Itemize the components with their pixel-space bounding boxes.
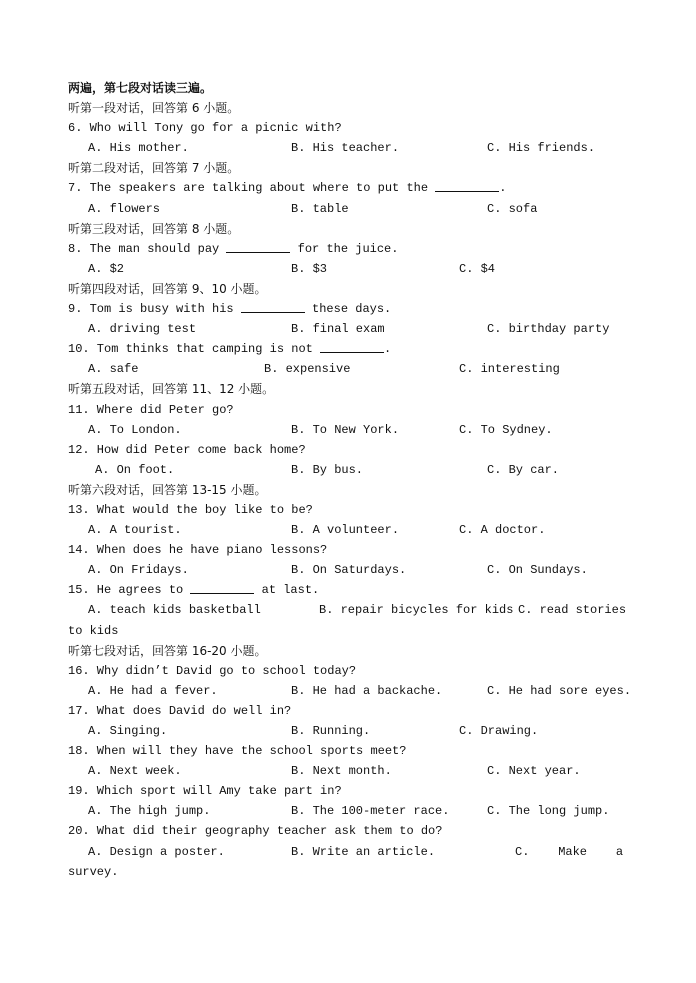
exam-page [68,78,638,882]
option-b: B. His teacher. [291,141,400,156]
option-b: B. Write an article. [291,844,436,859]
option-c: C. $4 [459,261,496,276]
option-a: A. The high jump. [88,804,211,819]
option-c: C. Drawing. [459,724,539,738]
option-a: A. Singing. [88,724,168,738]
question-options [68,319,638,339]
option-a: A. Design a poster. [88,844,225,859]
option-b: B. Running. [291,724,371,738]
answer-blank[interactable] [241,300,305,313]
question-stem: 19. Which sport will Amy take part in? [68,784,342,799]
section-heading: 听第二段对话，回答第 7 小题。 [68,161,240,176]
question-stem: 8. The man should pay for the juice. [68,241,399,256]
section-heading: 听第四段对话，回答第 9、10 小题。 [68,281,267,296]
option-a: A. A tourist. [88,523,182,538]
option-c: C. The long jump. [487,804,610,819]
section-heading: 听第七段对话，回答第 16-20 小题。 [68,643,267,658]
option-b: B. Next month. [291,764,392,779]
question-stem: 12. How did Peter come back home? [68,442,306,457]
section-heading: 听第六段对话，回答第 13-15 小题。 [68,482,267,497]
option-c: C. A doctor. [459,523,546,538]
answer-blank[interactable] [435,179,499,192]
option-b: B. A volunteer. [291,523,400,538]
section-heading: 听第三段对话，回答第 8 小题。 [68,221,240,236]
option-b: B. To New York. [291,422,400,437]
question-stem: 10. Tom thinks that camping is not . [68,342,392,357]
question-stem: 16. Why didn’t David go to school today? [68,663,357,678]
question-stem: 18. When will they have the school sports meet? [68,744,407,759]
question-options [68,560,638,580]
question-options [68,259,638,279]
option-c: C. To Sydney. [459,422,553,437]
option-a: A. His mother. [88,141,189,156]
option-continuation: to kids [68,623,119,638]
option-a: A. teach kids basketball [88,603,261,618]
question-stem: 9. Tom is busy with his these days. [68,302,392,317]
question-options [68,761,638,781]
option-c: C. birthday party [487,322,610,337]
question-options [68,520,638,540]
answer-blank[interactable] [320,340,384,353]
option-a: A. On foot. [95,462,175,477]
question-stem: 7. The speakers are talking about where to put the . [68,181,507,196]
option-b: B. table [291,201,349,216]
option-c: C. read stories [518,603,627,618]
option-continuation: survey. [68,864,119,879]
question-options [68,721,638,741]
section-heading: 听第五段对话，回答第 11、12 小题。 [68,382,275,397]
option-a: A. To London. [88,422,182,437]
option-a: A. driving test [88,322,197,337]
question-options [68,359,638,379]
question-stem: 11. Where did Peter go? [68,402,234,417]
option-a: A. Next week. [88,764,182,779]
option-b: B. The 100-meter race. [291,804,450,819]
intro-line: 两遍，第七段对话读三遍。 [68,81,213,95]
option-a: A. On Fridays. [88,563,189,578]
question-options [68,199,638,219]
option-c: C. sofa [487,201,538,216]
option-b: B. final exam [291,322,385,337]
question-options [68,842,638,862]
option-b: B. repair bicycles for kids [319,603,514,618]
question-stem: 17. What does David do well in? [68,703,292,718]
option-c: C. interesting [459,362,560,377]
option-c: C. He had sore eyes. [487,683,632,698]
answer-blank[interactable] [226,240,290,253]
question-options [68,460,638,480]
question-stem: 14. When does he have piano lessons? [68,543,328,558]
option-c: C. Next year. [487,764,581,779]
question-options [68,600,638,620]
option-b: B. On Saturdays. [291,563,407,578]
question-options [68,138,638,158]
option-b: B. He had a backache. [291,683,443,698]
question-stem: 20. What did their geography teacher ask them to do? [68,824,443,839]
question-options [68,801,638,821]
option-c: C. On Sundays. [487,563,588,578]
question-stem: 13. What would the boy like to be? [68,502,313,517]
section-heading: 听第一段对话，回答第 6 小题。 [68,101,240,116]
question-stem: 6. Who will Tony go for a picnic with? [68,121,342,136]
option-b: B. By bus. [291,462,364,477]
question-options [68,681,638,701]
option-a: A. safe [88,362,139,377]
answer-blank[interactable] [190,581,254,594]
option-b: B. expensive [264,362,351,377]
option-a: A. He had a fever. [88,683,218,698]
option-a: A. $2 [88,261,125,276]
option-a: A. flowers [88,201,161,216]
option-b: B. $3 [291,261,328,276]
option-c: C. Make a [515,844,624,859]
option-c: C. By car. [487,462,560,477]
question-stem: 15. He agrees to at last. [68,583,320,598]
question-options [68,420,638,440]
option-c: C. His friends. [487,141,596,156]
